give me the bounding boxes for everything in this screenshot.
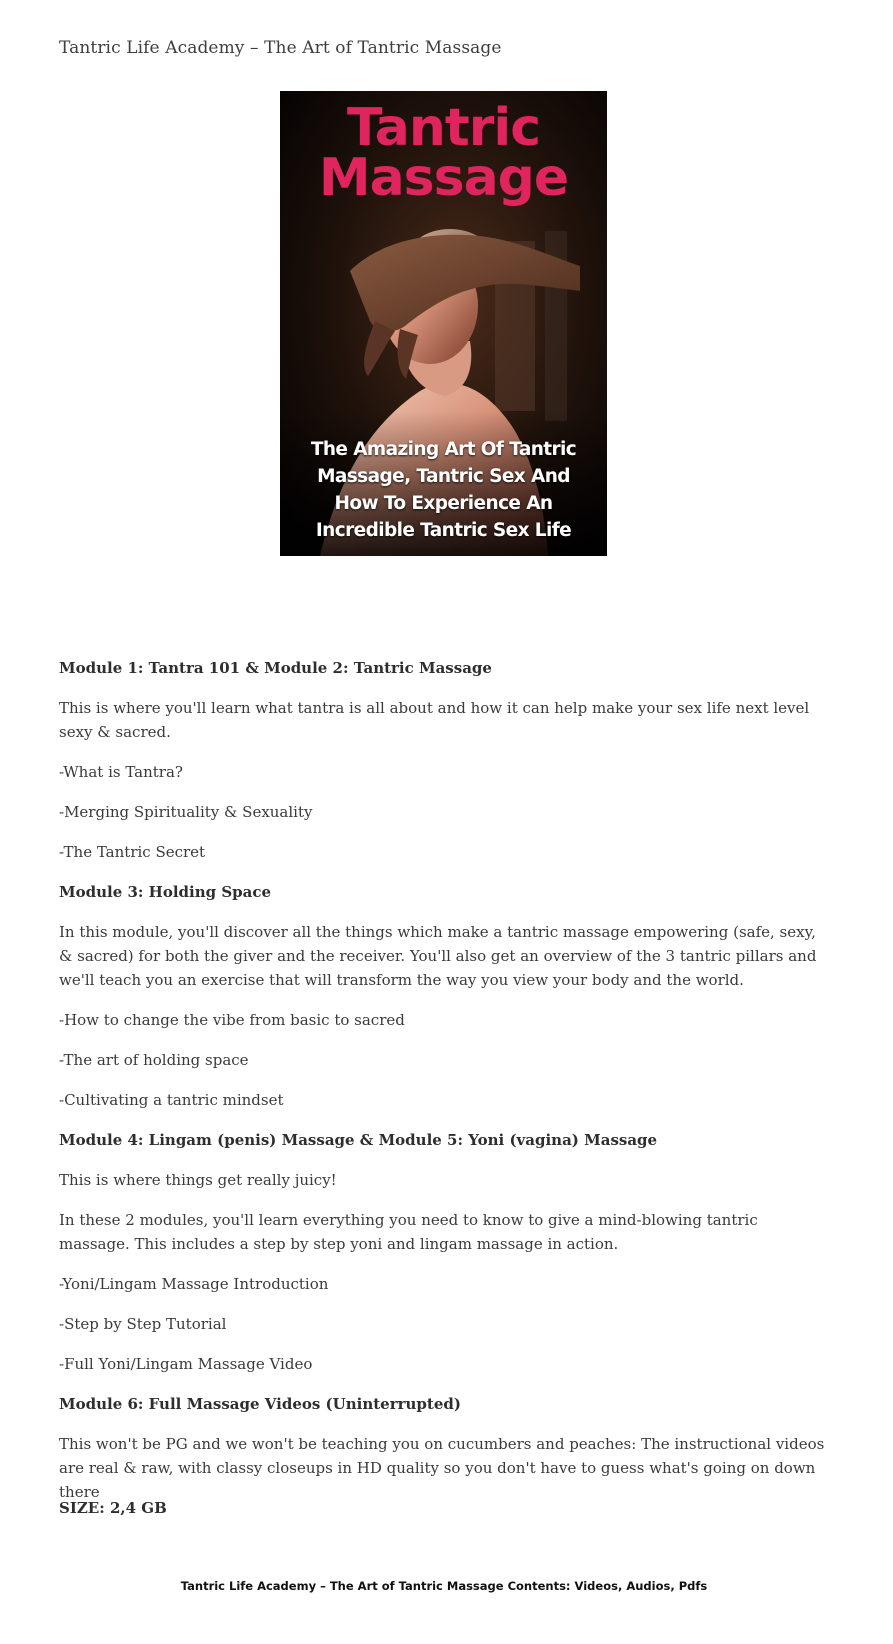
cover-title-line2: Massage [318,148,569,208]
module-6-heading: Module 6: Full Massage Videos (Uninterrupted) [59,1395,461,1413]
size-label: SIZE: 2,4 GB [59,1499,167,1517]
book-cover-image [280,91,607,556]
list-item: -How to change the vibe from basic to sacred [59,1011,405,1029]
cover-subtitle-line: Incredible Tantric Sex Life [315,520,572,541]
cover-subtitle-line: How To Experience An [334,493,553,514]
module-4-5-description: In these 2 modules, you'll learn everything you need to know to give a mind-blowing tantric massage. This includes a step by step yoni and lingam massage in action. [59,1211,758,1253]
list-item: -Cultivating a tantric mindset [59,1091,284,1109]
list-item: -Step by Step Tutorial [59,1315,227,1333]
module-4-5-heading: Module 4: Lingam (penis) Massage & Module 5: Yoni (vagina) Massage [59,1131,658,1149]
list-item: -Yoni/Lingam Massage Introduction [59,1275,329,1293]
cover-subtitle-line: The Amazing Art Of Tantric [310,439,577,460]
module-6-description: This won't be PG and we won't be teaching you on cucumbers and peaches: The instructional videos are real & raw, with classy closeups in HD quality so you don't have to guess what's going on down there [59,1435,825,1501]
cover-subtitle-line: Massage, Tantric Sex And [317,466,570,487]
contents-note: Tantric Life Academy – The Art of Tantric Massage Contents: Videos, Audios, Pdfs [180,1579,708,1593]
list-item: -Full Yoni/Lingam Massage Video [59,1355,313,1373]
list-item: -What is Tantra? [59,763,183,781]
page-title: Tantric Life Academy – The Art of Tantric Massage [59,38,502,58]
cover-subtitle [280,436,607,544]
cover-title-line1: Tantric [346,98,541,158]
module-3-description: In this module, you'll discover all the things which make a tantric massage empowering (safe, sexy, & sacred) for both the giver and the receiver. You'll also get an overview of the 3 tantric pillars and we'll teach you an exercise that will transform the way you view your body and the world. [59,923,817,989]
module-1-2-description: This is where you'll learn what tantra is all about and how it can help make your sex life next level sexy & sacred. [59,699,810,741]
list-item: -The art of holding space [59,1051,249,1069]
module-4-5-intro: This is where things get really juicy! [59,1171,337,1189]
list-item: -Merging Spirituality & Sexuality [59,803,313,821]
module-1-2-heading: Module 1: Tantra 101 & Module 2: Tantric Massage [59,659,492,677]
list-item: -The Tantric Secret [59,843,206,861]
module-3-heading: Module 3: Holding Space [59,883,272,901]
